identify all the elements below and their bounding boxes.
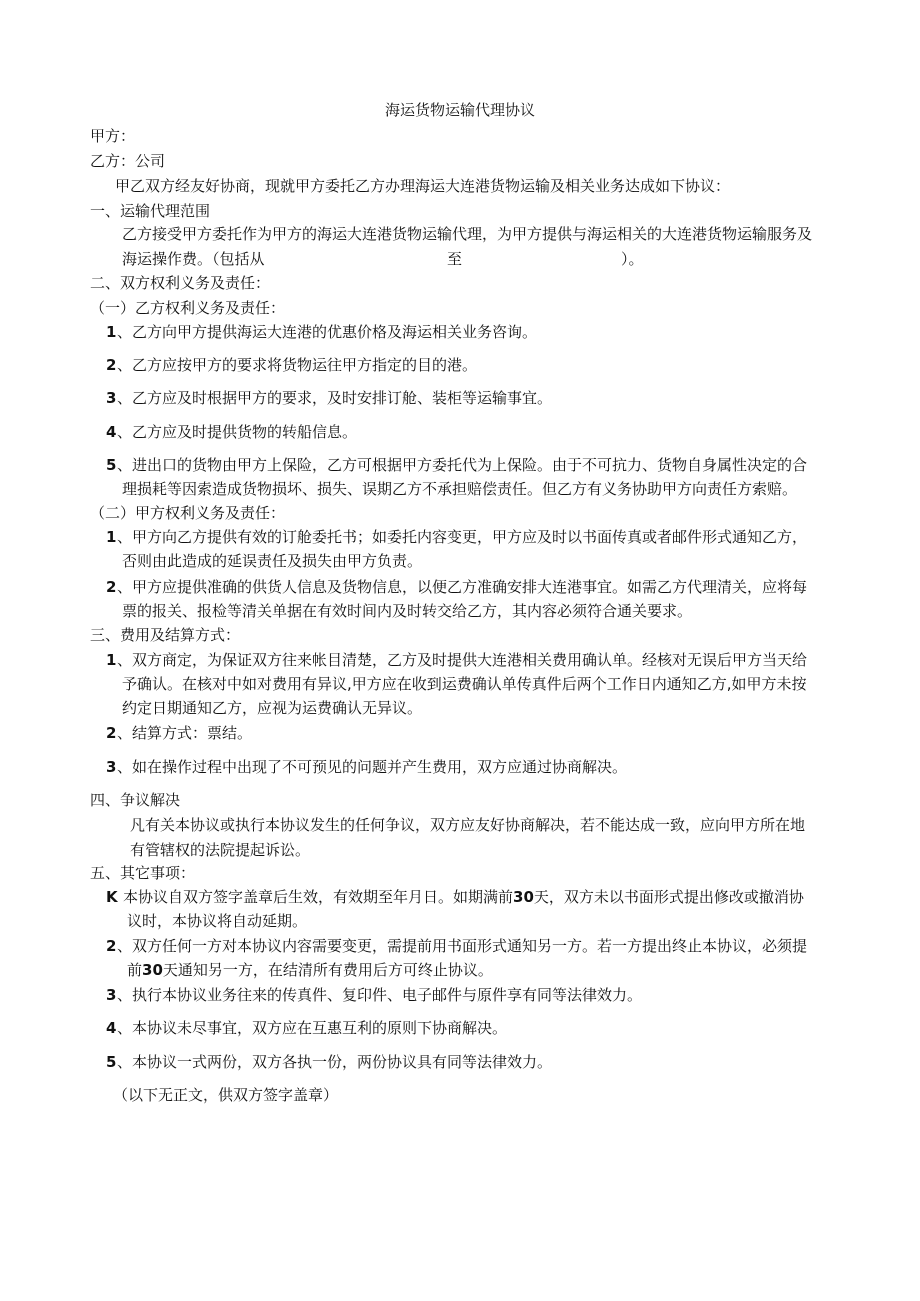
section-2-heading: 二、双方权利义务及责任： — [90, 274, 271, 292]
item-text: 、本协议一式两份，双方各执一份，两份协议具有同等法律效力。 — [117, 1053, 553, 1071]
item-number: 1 — [106, 528, 117, 546]
doc-title: 海运货物运输代理协议 — [384, 101, 535, 119]
item-text: 、双方商定，为保证双方往来帐目清楚，乙方及时提供大连港相关费用确认单。经核对无误后甲方当天给 — [117, 651, 808, 669]
item-text: 、乙方应按甲方的要求将货物运往甲方指定的目的港。 — [117, 356, 478, 374]
item-number: 3 — [106, 986, 117, 1004]
item-text-bold: 30 — [513, 888, 534, 906]
item-text-cont: 约定日期通知乙方，应视为运费确认无异议。 — [122, 699, 423, 717]
party-a: 甲方： — [90, 127, 136, 145]
item-text: 、进出口的货物由甲方上保险，乙方可根据甲方委托代为上保险。由于不可抗力、货物自身属性决定的合 — [117, 456, 808, 474]
item-number: 5 — [106, 1053, 117, 1071]
item-number: 2 — [106, 356, 117, 374]
item-text: 、甲方向乙方提供有效的订舱委托书；如委托内容变更，甲方应及时以书面传真或者邮件形式通知乙方， — [117, 528, 808, 546]
section-4-line-1: 凡有关本协议或执行本协议发生的任何争议，双方应友好协商解决，若不能达成一致，应向甲方所在地 — [130, 816, 806, 834]
section-1-line-2c: ）。 — [621, 250, 644, 268]
item-text-cont: 否则由此造成的延误责任及损失由甲方负责。 — [122, 552, 423, 570]
item-number: K — [106, 888, 118, 906]
section-1-line-2b: 至 — [447, 250, 463, 268]
item-number: 2 — [106, 724, 117, 742]
item-text-cont: 议时，本协议将自动延期。 — [127, 912, 308, 930]
item-number: 1 — [106, 651, 117, 669]
closing-note: （以下无正文，供双方签字盖章） — [113, 1086, 339, 1104]
section-4-line-2: 有管辖权的法院提起诉讼。 — [130, 841, 311, 859]
item-text-part: 前 — [127, 961, 143, 979]
item-text: 、双方任何一方对本协议内容需要变更，需提前用书面形式通知另一方。若一方提出终止本协议，必须提 — [117, 937, 808, 955]
item-text-cont: 票的报关、报检等清关单据在有效时间内及时转交给乙方，其内容必须符合通关要求。 — [122, 602, 693, 620]
item-text-cont — [127, 960, 493, 980]
item-text-part: 本协议自双方签字盖章后生效，有效期至年月日。如期满前 — [123, 888, 514, 906]
section-4-heading: 四、争议解决 — [90, 791, 181, 809]
item-text: 、乙方应及时根据甲方的要求，及时安排订舱、装柜等运输事宜。 — [117, 389, 553, 407]
party-b: 乙方：公司 — [90, 152, 166, 170]
item-text-part: 天通知另一方，在结清所有费用后方可终止协议。 — [162, 961, 493, 979]
item-text: 、乙方应及时提供货物的转船信息。 — [117, 423, 358, 441]
item-text: 、本协议未尽事宜，双方应在互惠互利的原则下协商解决。 — [117, 1019, 508, 1037]
section-5-heading: 五、其它事项： — [90, 864, 196, 882]
section-1-line-1: 乙方接受甲方委托作为甲方的海运大连港货物运输代理，为甲方提供与海运相关的大连港货物运输服务及 — [122, 225, 813, 243]
section-1-line-2a: 海运操作费。（包括从 — [122, 250, 265, 268]
item-number: 4 — [106, 423, 117, 441]
item-text: 、乙方向甲方提供海运大连港的优惠价格及海运相关业务咨询。 — [117, 323, 538, 341]
item-text-part: 天，双方未以书面形式提出修改或撤消协 — [533, 888, 804, 906]
item-text: 、结算方式：票结。 — [117, 724, 253, 742]
item-text: 、如在操作过程中出现了不可预见的问题并产生费用，双方应通过协商解决。 — [117, 758, 628, 776]
item-number: 3 — [106, 758, 117, 776]
item-text-cont: 予确认。在核对中如对费用有异议,甲方应在收到运费确认单传真件后两个工作日内通知乙方,如甲方未按 — [122, 675, 807, 693]
item-number: 3 — [106, 389, 117, 407]
item-text — [123, 887, 804, 907]
item-number: 5 — [106, 456, 117, 474]
item-text: 、甲方应提供准确的供货人信息及货物信息，以便乙方准确安排大连港事宜。如需乙方代理清关，应将每 — [117, 578, 808, 596]
section-2-sub-1: （一）乙方权利义务及责任： — [90, 299, 286, 317]
section-2-sub-2: （二）甲方权利义务及责任： — [90, 504, 286, 522]
item-text-cont: 理损耗等因索造成货物损坏、损失、误期乙方不承担赔偿责任。但乙方有义务协助甲方向责任方索赔。 — [122, 480, 798, 498]
section-1-heading: 一、运输代理范围 — [90, 202, 211, 220]
intro-text: 甲乙双方经友好协商，现就甲方委托乙方办理海运大连港货物运输及相关业务达成如下协议： — [115, 177, 731, 195]
item-text: 、执行本协议业务往来的传真件、复印件、电子邮件与原件享有同等法律效力。 — [117, 986, 643, 1004]
item-number: 2 — [106, 578, 117, 596]
item-number: 2 — [106, 937, 117, 955]
item-text-bold: 30 — [142, 961, 163, 979]
item-number: 4 — [106, 1019, 117, 1037]
item-number: 1 — [106, 323, 117, 341]
section-3-heading: 三、费用及结算方式： — [90, 626, 241, 644]
